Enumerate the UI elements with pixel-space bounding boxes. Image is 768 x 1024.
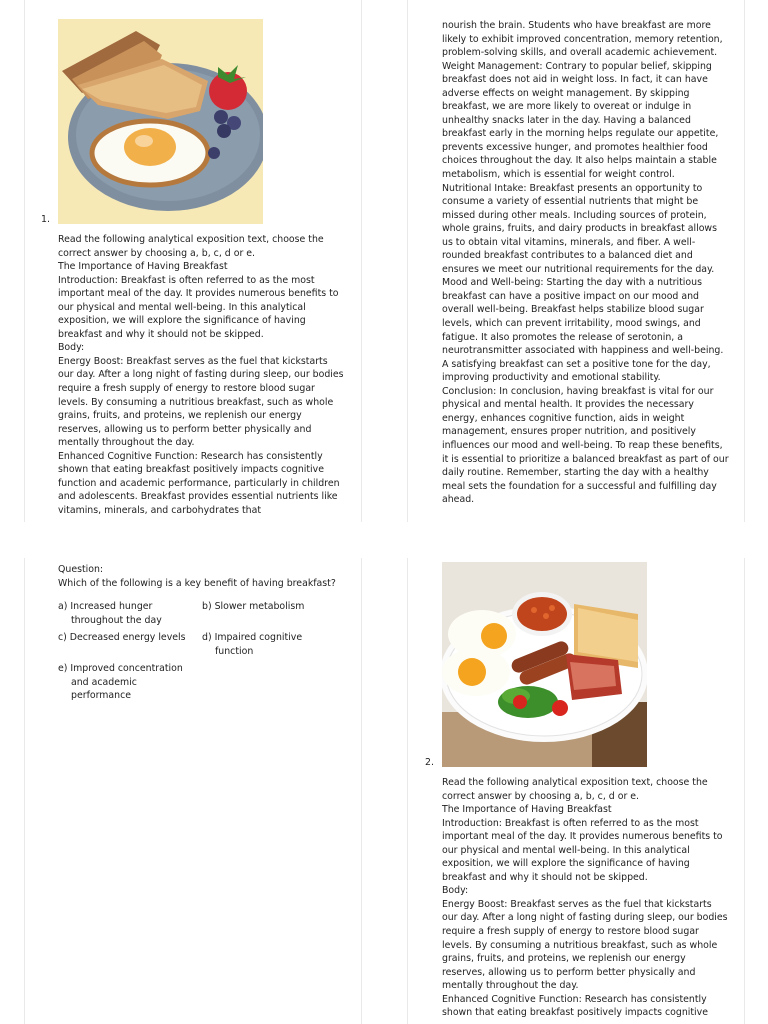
passage-paragraph: Read the following analytical exposition text, choose the correct answer by choosing a, b, c, d or e. [442,777,708,802]
option-d[interactable] [202,631,326,658]
option-label: c) Decreased energy levels [58,632,186,643]
passage-paragraph: Mood and Well-being: Starting the day with a nutritious breakfast can have a positive impact on our mood and overall well-being. Breakfast helps stabilize blood sugar levels, which can prevent irritability, mood swings, and fatigue. It also promotes the release of serotonin, a neurotransmitter associated with happiness and well-being. A satisfying breakfast can set a positive tone for the day, improving productivity and emotional stability. [442,277,724,384]
question-number: 1. [41,214,50,225]
option-c[interactable] [58,631,194,645]
passage-title: The Importance of Having Breakfast [442,804,612,816]
passage-title: The Importance of Having Breakfast [58,261,228,273]
passage-page2 [442,19,730,507]
breakfast-toast-egg-image [58,19,263,224]
page-divider-mid-a [361,0,362,1024]
passage-paragraph: Nutritional Intake: Breakfast presents an opportunity to consume a variety of essential nutrients that might be missed during other meals. Including sources of protein, whole grains, fruits, and dairy products in breakfast allows us to obtain vital vitamins, minerals, and fiber. A well-rounded breakfast contributes to a balanced diet and ensures we meet our nutritional requirements for the day. [442,182,717,275]
option-label: a) Increased hunger throughout the day [58,601,162,626]
passage-paragraph: Introduction: Breakfast is often referred to as the most important meal of the day. It provides numerous benefits to our physical and mental well-being. In this analytical exposition, we will explore the significance of having breakfast and why it should not be skipped. [442,817,723,883]
passage-page1 [58,233,346,517]
page-divider-right [744,0,745,1024]
passage-paragraph: nourish the brain. Students who have breakfast are more likely to exhibit improved concentration, memory retention, problem-solving skills, and overall academic achievement. [442,20,723,59]
question-label: Question: [58,564,104,575]
option-label: e) Improved concentration and academic performance [58,663,183,702]
passage-paragraph: Conclusion: In conclusion, having breakfast is vital for our physical and mental health. It provides the necessary energy, enhances cognitive function, aids in weight management, ensures proper nutrition, and positively influences our mood and well-being. To reap these benefits, it is essential to prioritize a balanced breakfast as part of our daily routine. Remember, starting the day with a healthy meal sets the foundation for a successful and fulfilling day ahead. [442,385,729,506]
page-gap [0,522,768,558]
passage-paragraph: Body: [442,885,469,897]
page-divider-left [24,0,25,1024]
option-a[interactable] [58,600,182,627]
option-label: d) Impaired cognitive function [202,632,303,657]
passage-paragraph: Body: [58,342,85,354]
option-e[interactable] [58,662,194,703]
question-number: 2. [425,757,434,768]
option-b[interactable] [202,600,342,614]
passage-paragraph: Energy Boost: Breakfast serves as the fuel that kickstarts our day. After a long night of fasting during sleep, our bodies require a fresh supply of energy to restore blood sugar levels. By consuming a nutritious breakfast, such as whole grains, fruits, and proteins, we replenish our energy reserves, allowing us to perform better physically and mentally throughout the day. [58,355,344,449]
question-block [58,563,348,590]
passage-paragraph: Energy Boost: Breakfast serves as the fuel that kickstarts our day. After a long night of fasting during sleep, our bodies require a fresh supply of energy to restore blood sugar levels. By consuming a nutritious breakfast, such as whole grains, fruits, and proteins, we replenish our energy reserves, allowing us to perform better physically and mentally throughout the day. [442,898,728,992]
passage-paragraph: Enhanced Cognitive Function: Research has consistently shown that eating breakfast positively impacts cognitive [442,993,708,1019]
passage-paragraph: Introduction: Breakfast is often referred to as the most important meal of the day. It provides numerous benefits to our physical and mental well-being. In this analytical exposition, we will explore the significance of having breakfast and why it should not be skipped. [58,274,339,340]
option-label: b) Slower metabolism [202,601,305,612]
passage-page4 [442,776,730,1020]
question-text: Which of the following is a key benefit of having breakfast? [58,577,336,589]
passage-paragraph: Weight Management: Contrary to popular belief, skipping breakfast does not aid in weight loss. In fact, it can have adverse effects on weight management. By skipping breakfast, we are more likely to overeat or indulge in unhealthy snacks later in the day. Having a balanced breakfast early in the morning helps regulate our appetite, prevents excessive hunger, and promotes healthier food choices throughout the day. It also helps maintain a stable metabolism, which is essential for weight control. [442,60,719,181]
passage-paragraph: Read the following analytical exposition text, choose the correct answer by choosing a, b, c, d or e. [58,234,324,259]
page-divider-mid-b [407,0,408,1024]
full-breakfast-plate-image [442,562,647,767]
passage-paragraph: Enhanced Cognitive Function: Research has consistently shown that eating breakfast positively impacts cognitive function and academic performance, particularly in children and adolescents. Breakfast provides essential nutrients like vitamins, minerals, and carbohydrates that [58,450,340,516]
